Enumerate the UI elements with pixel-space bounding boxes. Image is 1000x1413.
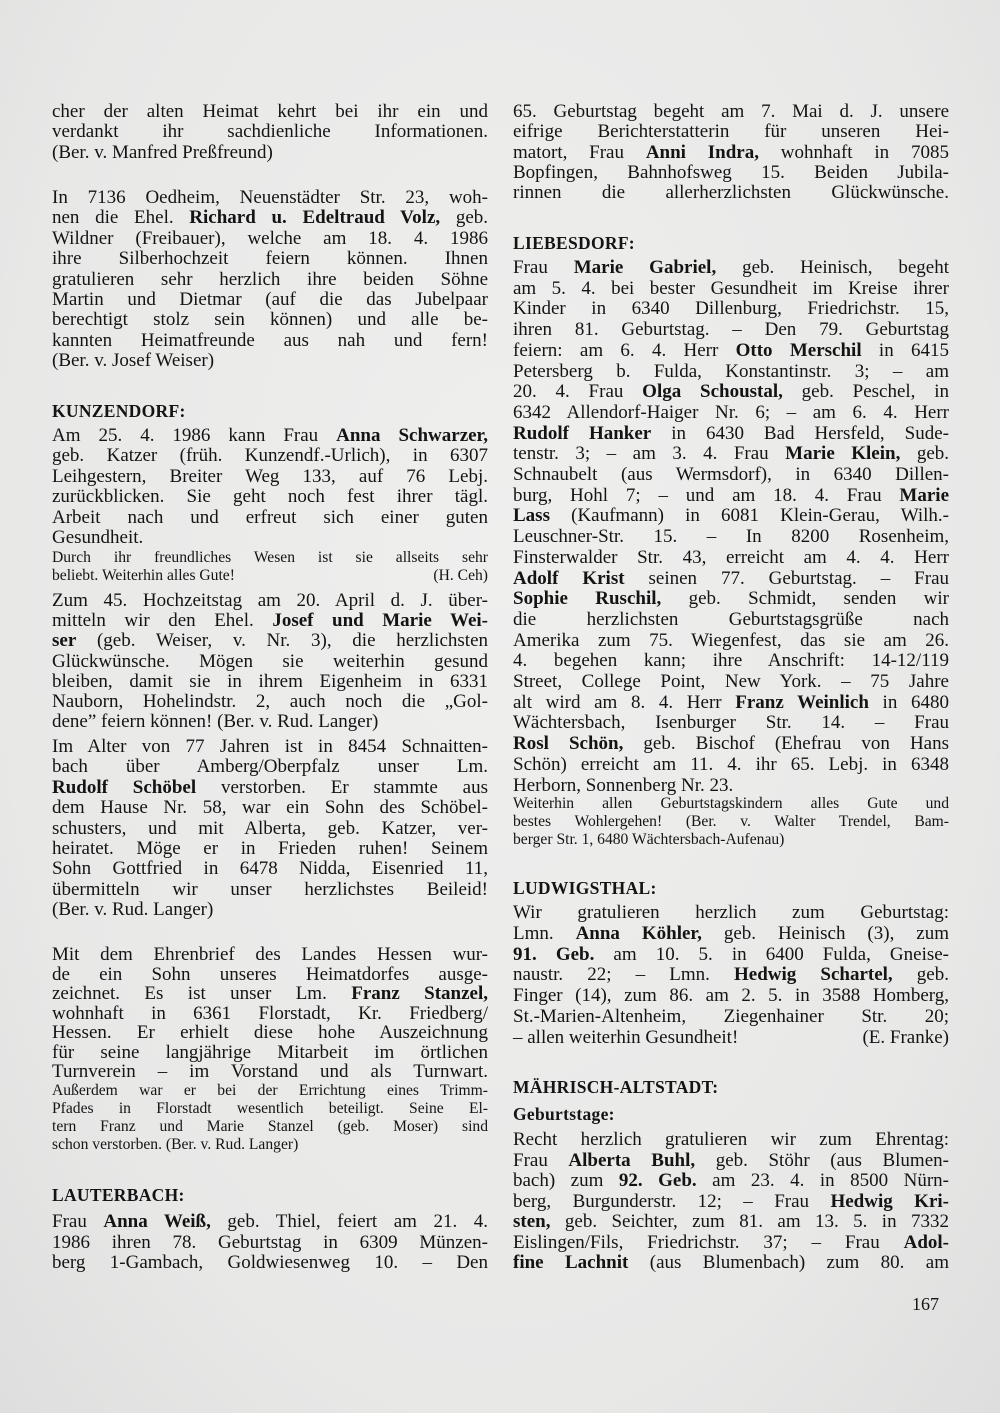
text-line: LAUTERBACH: bbox=[52, 1185, 185, 1205]
text-line: Petersberg b. Fulda, Konstantinstr. 3; – am bbox=[513, 360, 949, 382]
text-line: Gesundheit. bbox=[52, 527, 144, 549]
bold-name: Lass bbox=[513, 505, 550, 527]
text-line: rinnen die allerherzlichsten Glückwünsche. bbox=[513, 182, 949, 204]
text-line: gratulieren sehr herzlich ihre beiden Söhne bbox=[52, 268, 488, 290]
text-segment: verstorben. Er stammte aus bbox=[196, 776, 488, 798]
text-segment: geb. bbox=[440, 207, 488, 229]
text-line: 65. Geburtstag begeht am 7. Mai d. J. unsere bbox=[513, 101, 949, 122]
text-line: Hessen. Er erhielt diese hohe Auszeichnung bbox=[52, 1022, 488, 1043]
text-segment: matort, Frau bbox=[513, 141, 646, 163]
text-line bbox=[513, 965, 949, 986]
text-segment: Lmn. bbox=[513, 922, 576, 944]
text-segment: nen die Ehel. bbox=[52, 207, 190, 229]
text-line: heiratet. Möge er in Frieden ruhen! Seinem bbox=[52, 838, 488, 860]
text-line: schusters, und mit Alberta, geb. Katzer, ver- bbox=[52, 817, 488, 839]
paragraph bbox=[52, 591, 488, 732]
text-segment: in 6480 bbox=[868, 691, 949, 713]
text-line bbox=[513, 506, 949, 527]
text-segment: (Kaufmann) in 6081 Klein-Gerau, Wilh.- bbox=[549, 505, 949, 527]
text-segment: mitteln wir den Ehel. bbox=[52, 610, 273, 632]
text-line: am 5. 4. bei bester Gesundheit im Kreise ihrer bbox=[513, 277, 949, 299]
text-line: Im Alter von 77 Jahren ist in 8454 Schnaitten- bbox=[52, 736, 488, 757]
text-segment: (geb. Weiser, v. Nr. 3), die herzlichsten bbox=[76, 630, 488, 652]
small-print-note bbox=[52, 1082, 488, 1154]
text-segment: in 6415 bbox=[861, 339, 950, 361]
text-line: eifrige Berichterstatterin für unseren Hei- bbox=[513, 121, 949, 143]
bold-name: fine Lachnit bbox=[513, 1252, 629, 1273]
text-segment: beliebt. Weiterhin alles Gute! bbox=[52, 567, 235, 584]
bold-name: Sophie Ruschil, bbox=[513, 588, 662, 610]
text-line: dem Hause Nr. 58, war ein Sohn des Schöbel- bbox=[52, 797, 488, 819]
bold-name: ser bbox=[52, 630, 77, 652]
text-line bbox=[52, 567, 488, 585]
paragraph bbox=[513, 258, 949, 796]
text-line: Kinder in 6340 Dillenburg, Friedrichstr. 15, bbox=[513, 298, 949, 320]
text-segment: 20. 4. Frau bbox=[513, 381, 643, 403]
text-line bbox=[513, 1233, 949, 1254]
text-line: Wächtersbach, Isenburger Str. 14. – Frau bbox=[513, 712, 949, 734]
text-line: KUNZENDORF: bbox=[52, 401, 186, 421]
text-segment: wohnhaft in 7085 bbox=[758, 141, 949, 163]
text-line: Finsterwalder Str. 43, erreicht am 4. 4. Herr bbox=[513, 546, 949, 568]
text-segment: geb. bbox=[900, 443, 950, 465]
bold-name: Adolf Krist bbox=[513, 567, 625, 589]
text-line bbox=[513, 1192, 949, 1213]
section-heading bbox=[52, 1184, 488, 1206]
bold-name: Marie Klein, bbox=[785, 443, 901, 465]
text-line: Bopfingen, Bahnhofsweg 15. Beiden Jubila- bbox=[513, 161, 949, 183]
text-line bbox=[52, 984, 488, 1004]
text-segment: Frau bbox=[513, 257, 574, 278]
bold-name: 91. Geb. bbox=[513, 943, 595, 965]
text-line: 1986 ihren 78. Geburtstag in 6309 Münzen- bbox=[52, 1231, 488, 1253]
text-line: Durch ihr freundliches Wesen ist sie allseits sehr bbox=[52, 549, 488, 566]
text-line: Wir gratulieren herzlich zum Geburtstag: bbox=[513, 902, 949, 923]
bold-name: Anna Köhler, bbox=[575, 922, 702, 944]
text-line bbox=[513, 1028, 949, 1049]
text-segment: (aus Blumenbach) zum 80. am bbox=[628, 1252, 950, 1273]
bold-name: Olga Schoustal, bbox=[642, 381, 783, 403]
text-line: Wildner (Freibauer), welche am 18. 4. 1986 bbox=[52, 227, 488, 249]
text-line: Amerika zum 75. Wiegenfest, das sie am 26. bbox=[513, 629, 949, 651]
text-line: die herzlichsten Geburtstagsgrüße nach bbox=[513, 608, 949, 630]
section-heading bbox=[52, 400, 488, 422]
text-line: schon verstorben. (Ber. v. Rud. Langer) bbox=[52, 1136, 299, 1153]
text-line: Sohn Gottfried in 6478 Nidda, Eisenried 11, bbox=[52, 858, 488, 880]
text-line bbox=[52, 778, 488, 798]
text-line: 4. begehen kann; ihre Anschrift: 14-12/119 bbox=[513, 650, 949, 672]
text-line bbox=[513, 924, 949, 945]
text-line bbox=[513, 734, 949, 755]
paragraph bbox=[52, 102, 488, 163]
text-line bbox=[52, 1212, 488, 1233]
bold-name: Franz Weinlich bbox=[735, 691, 869, 713]
bold-name: sten, bbox=[513, 1211, 551, 1232]
text-line: (Ber. v. Manfred Preßfreund) bbox=[52, 141, 273, 163]
text-line: de ein Sohn unseres Heimatdorfes ausge- bbox=[52, 963, 488, 985]
section-heading bbox=[513, 1103, 949, 1125]
bold-name: Richard u. Edeltraud Volz, bbox=[189, 207, 441, 229]
text-segment: zeichnet. Es ist unser Lm. bbox=[52, 983, 352, 1004]
text-line: Herborn, Sonnenberg Nr. 23. bbox=[513, 774, 734, 796]
bold-name: Marie bbox=[899, 484, 949, 506]
text-line: Schnaubelt (aus Wermsdorf), in 6340 Dillen- bbox=[513, 464, 949, 486]
text-line: berg 1-Gambach, Goldwiesenweg 10. – Den bbox=[52, 1252, 488, 1273]
text-segment: geb. Stöhr (aus Blumen- bbox=[695, 1149, 949, 1171]
text-segment: burg, Hohl 7; – und am 18. 4. Frau bbox=[513, 484, 900, 506]
text-segment: am 10. 5. in 6400 Fulda, Gneise- bbox=[594, 943, 949, 965]
text-line bbox=[513, 341, 949, 362]
text-line: Leuschner-Str. 15. – In 8200 Rosenheim, bbox=[513, 526, 949, 548]
text-line: geb. Katzer (früh. Kunzendf.-Urlich), in 6307 bbox=[52, 445, 488, 467]
text-line: verdankt ihr sachdienliche Informationen. bbox=[52, 121, 488, 143]
paragraph bbox=[52, 426, 488, 548]
text-line: übermitteln wir unser herzlichstes Beileid! bbox=[52, 878, 488, 900]
paragraph bbox=[52, 1212, 488, 1274]
text-line: Finger (14), zum 86. am 2. 5. in 3588 Homberg, bbox=[513, 985, 949, 1007]
text-line: ihren 81. Geburtstag. – Den 79. Geburtstag bbox=[513, 319, 949, 341]
text-line bbox=[513, 424, 949, 445]
text-line bbox=[513, 693, 949, 714]
text-line bbox=[52, 208, 488, 228]
text-segment: Frau bbox=[513, 1149, 569, 1171]
bold-name: Alberta Buhl, bbox=[568, 1149, 696, 1171]
paragraph bbox=[52, 945, 488, 1082]
text-segment: geb. Heinisch (3), zum bbox=[701, 922, 949, 944]
paragraph bbox=[52, 188, 488, 372]
small-print-note bbox=[513, 795, 949, 849]
text-line bbox=[513, 143, 949, 163]
text-segment: Am 25. 4. 1986 kann Frau bbox=[52, 425, 337, 446]
text-line bbox=[513, 589, 949, 610]
text-line: bestes Wohlergehen! (Ber. v. Walter Trendel, Bam- bbox=[513, 813, 949, 830]
text-line bbox=[52, 426, 488, 446]
bold-name: Rudolf Hanker bbox=[513, 422, 652, 444]
text-line: wohnhaft in 6361 Florstadt, Kr. Friedberg/ bbox=[52, 1002, 488, 1024]
bold-name: Josef und Marie Wei- bbox=[272, 610, 489, 632]
author-credit: (H. Ceh) bbox=[433, 567, 488, 584]
author-credit: (E. Franke) bbox=[862, 1026, 949, 1048]
small-print-note bbox=[52, 549, 488, 585]
text-line: Nauborn, Hohelindstr. 2, auch noch die „Gol- bbox=[52, 691, 488, 713]
text-segment: berg, Burgunderstr. 12; – Frau bbox=[513, 1190, 831, 1212]
text-segment: alt wird am 8. 4. Herr bbox=[513, 691, 736, 713]
text-line: berger Str. 1, 6480 Wächtersbach-Aufenau) bbox=[513, 831, 785, 848]
bold-name: Rosl Schön, bbox=[513, 733, 624, 755]
bold-name: Otto Merschil bbox=[735, 339, 862, 361]
text-line: Geburtstage: bbox=[513, 1104, 615, 1124]
text-segment: Frau bbox=[52, 1211, 104, 1232]
text-line: kannten Heimatfreunde aus nah und fern! bbox=[52, 329, 488, 351]
text-segment: geb. Seichter, zum 81. am 13. 5. in 7332 bbox=[550, 1211, 949, 1232]
text-line bbox=[52, 611, 488, 631]
text-segment: bach) zum bbox=[513, 1170, 619, 1191]
section-heading bbox=[513, 232, 949, 254]
text-line: St.-Marien-Altenheim, Ziegenhainer Str. 20; bbox=[513, 1005, 949, 1027]
text-segment: tenstr. 3; – am 3. 4. Frau bbox=[513, 443, 786, 465]
bold-name: Anna Schwarzer, bbox=[336, 425, 488, 446]
bold-name: Rudolf Schöbel bbox=[52, 776, 197, 798]
text-line: Arbeit nach und erfreut sich einer guten bbox=[52, 506, 488, 528]
text-line: Außerdem war er bei der Errichtung eines Trimm- bbox=[52, 1082, 488, 1099]
text-line bbox=[513, 486, 949, 507]
text-line: Street, College Point, New York. – 75 Jahre bbox=[513, 671, 949, 693]
text-segment: geb. Schmidt, senden wir bbox=[661, 588, 949, 610]
text-segment: geb. Peschel, in bbox=[782, 381, 949, 403]
text-line bbox=[52, 631, 488, 651]
text-line bbox=[513, 945, 949, 966]
text-line: Weiterhin allen Geburtstagskindern alles Gute und bbox=[513, 795, 949, 812]
bold-name: Anni Indra, bbox=[645, 141, 759, 163]
text-line: 6342 Allendorf-Haiger Nr. 6; – am 6. 4. Herr bbox=[513, 401, 949, 423]
text-line bbox=[513, 1212, 949, 1233]
section-heading bbox=[513, 1076, 949, 1098]
text-line bbox=[513, 1151, 949, 1172]
text-line bbox=[513, 382, 949, 403]
text-line: Martin und Dietmar (auf die das Jubelpaar bbox=[52, 289, 488, 311]
text-segment: seinen 77. Geburtstag. – Frau bbox=[624, 567, 950, 589]
text-line: für seine langjährige Mitarbeit im örtlichen bbox=[52, 1041, 488, 1063]
text-segment: feiern: am 6. 4. Herr bbox=[513, 339, 736, 361]
bold-name: Adol- bbox=[903, 1231, 949, 1253]
text-segment: – allen weiterhin Gesundheit! bbox=[513, 1026, 739, 1048]
text-segment: geb. bbox=[892, 964, 949, 986]
text-segment: geb. Bischof (Ehefrau von Hans bbox=[623, 733, 950, 755]
text-line bbox=[513, 444, 949, 465]
bold-name: Hedwig Kri- bbox=[830, 1190, 949, 1212]
paragraph bbox=[52, 737, 488, 921]
bold-name: Franz Stanzel, bbox=[351, 983, 488, 1004]
text-segment: geb. Thiel, feiert am 21. 4. bbox=[210, 1211, 488, 1232]
bold-name: 92. Geb. bbox=[618, 1170, 697, 1191]
text-line bbox=[513, 569, 949, 590]
text-line: (Ber. v. Josef Weiser) bbox=[52, 350, 215, 372]
text-line: ihre Silberhochzeit feiern können. Ihnen bbox=[52, 248, 488, 270]
text-line: Recht herzlich gratulieren wir zum Ehrentag: bbox=[513, 1129, 949, 1150]
text-segment: naustr. 22; – Lmn. bbox=[513, 964, 734, 986]
text-line: LIEBESDORF: bbox=[513, 233, 635, 253]
text-line: Glückwünsche. Mögen sie weiterhin gesund bbox=[52, 650, 488, 672]
text-line: In 7136 Oedheim, Neuenstädter Str. 23, woh- bbox=[52, 187, 488, 208]
text-line: dene” feiern können! (Ber. v. Rud. Langer) bbox=[52, 711, 379, 733]
text-line bbox=[513, 1171, 949, 1192]
text-line: Leihgestern, Breiter Weg 133, auf 76 Lebj. bbox=[52, 465, 488, 487]
text-line: bach über Amberg/Oberpfalz unser Lm. bbox=[52, 756, 488, 778]
paragraph bbox=[513, 102, 949, 203]
text-segment: am 23. 4. in 8500 Nürn- bbox=[696, 1170, 950, 1191]
paragraph bbox=[513, 903, 949, 1049]
text-line: cher der alten Heimat kehrt bei ihr ein und bbox=[52, 101, 488, 122]
text-line: tern Franz und Marie Stanzel (geb. Moser) sind bbox=[52, 1118, 488, 1135]
text-line: LUDWIGSTHAL: bbox=[513, 878, 657, 898]
section-heading bbox=[513, 877, 949, 899]
bold-name: Hedwig Schartel, bbox=[734, 964, 893, 986]
text-segment: geb. Heinisch, begeht bbox=[716, 257, 949, 278]
text-line: MÄHRISCH-ALTSTADT: bbox=[513, 1077, 719, 1097]
bold-name: Anna Weiß, bbox=[103, 1211, 211, 1232]
text-line: (Ber. v. Rud. Langer) bbox=[52, 899, 214, 921]
text-line: Zum 45. Hochzeitstag am 20. April d. J. über- bbox=[52, 590, 488, 611]
text-line: Turnverein – im Vorstand und als Turnwart. bbox=[52, 1061, 488, 1082]
page-number: 167 bbox=[912, 1294, 939, 1314]
paragraph bbox=[513, 1130, 949, 1274]
text-line: Schön) erreicht am 11. 4. ihr 65. Lebj. in 6348 bbox=[513, 753, 949, 775]
text-line: bleiben, damit sie in ihrem Eigenheim in 6331 bbox=[52, 670, 488, 692]
text-line bbox=[513, 258, 949, 279]
text-segment: Eislingen/Fils, Friedrichstr. 37; – Frau bbox=[513, 1231, 904, 1253]
text-line bbox=[513, 1253, 949, 1274]
text-segment: in 6430 Bad Hersfeld, Sude- bbox=[651, 422, 949, 444]
bold-name: Marie Gabriel, bbox=[573, 257, 717, 278]
text-line: Pfades in Florstadt wesentlich beteiligt. Seine El- bbox=[52, 1100, 488, 1117]
text-line: berechtigt stolz sein können) und alle be- bbox=[52, 309, 488, 331]
text-line: zurückblicken. Sie geht noch fest ihrer tägl. bbox=[52, 486, 488, 508]
text-line: Mit dem Ehrenbrief des Landes Hessen wur- bbox=[52, 944, 488, 965]
